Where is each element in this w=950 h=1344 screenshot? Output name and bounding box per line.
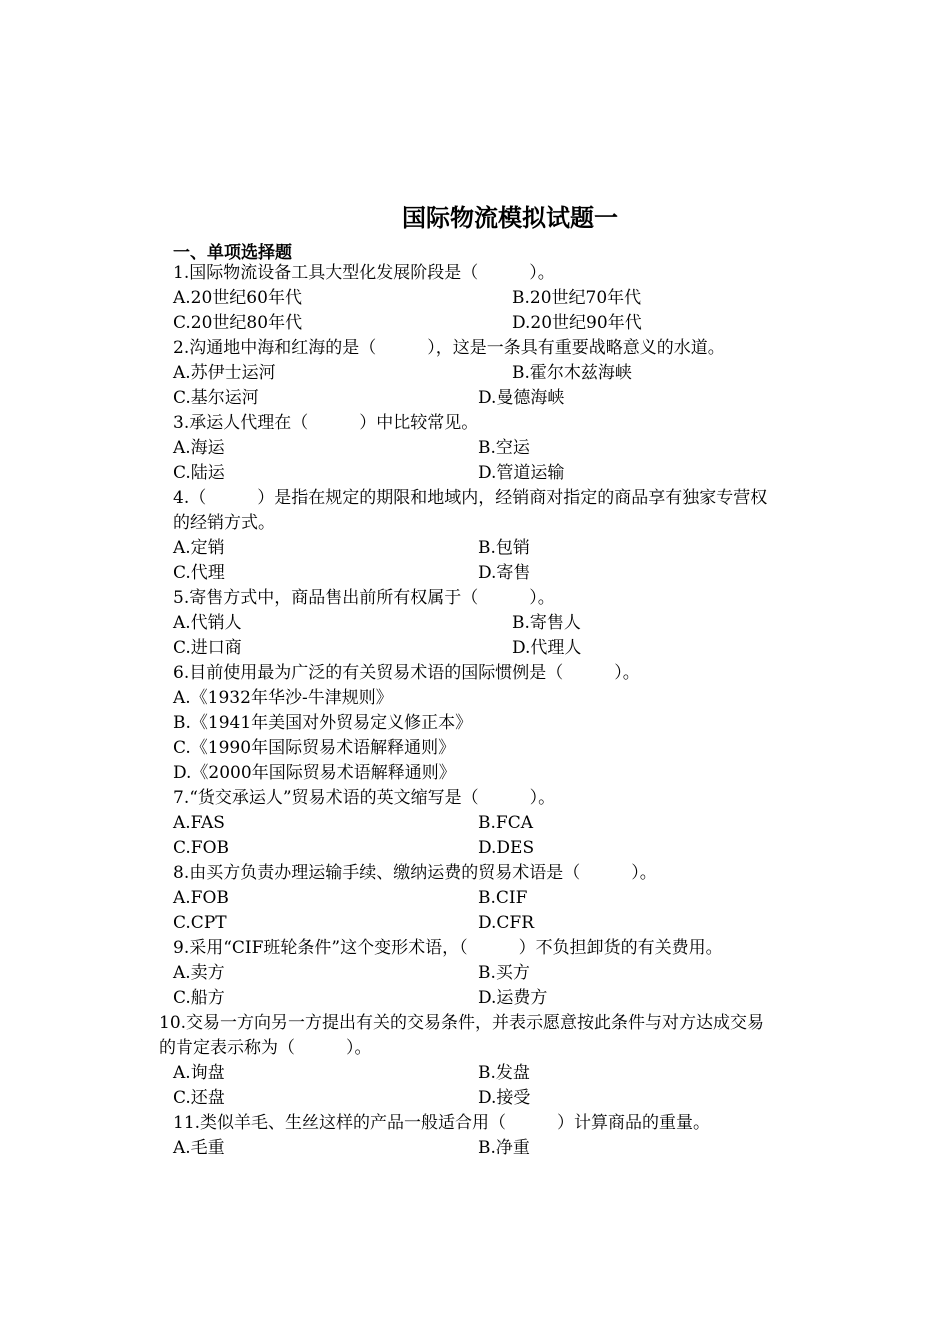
option-text: C.20世纪80年代 xyxy=(173,313,303,333)
option-text: B.FCA xyxy=(478,813,533,833)
question-text: 1.国际物流设备工具大型化发展阶段是（ ）。 xyxy=(173,263,555,283)
option-text: D.DES xyxy=(478,838,535,858)
option-text: A.海运 xyxy=(173,438,225,458)
option-text: D.CFR xyxy=(478,913,535,933)
option-text: B.净重 xyxy=(478,1138,530,1158)
option-text: C.FOB xyxy=(173,838,230,858)
option-text: D.20世纪90年代 xyxy=(512,313,642,333)
question-text: 4.（ ）是指在规定的期限和地域内，经销商对指定的商品享有独家专营权 xyxy=(173,488,768,508)
option-text: B.霍尔木兹海峡 xyxy=(512,363,632,383)
option-text: A.苏伊士运河 xyxy=(173,363,276,383)
option-text: C.CPT xyxy=(173,913,227,933)
option-text: D.寄售 xyxy=(478,563,531,583)
option-text: A.代销人 xyxy=(173,613,242,633)
question-text: 11.类似羊毛、生丝这样的产品一般适合用（ ）计算商品的重量。 xyxy=(173,1113,711,1133)
option-text: B.CIF xyxy=(478,888,528,908)
section-heading: 一、单项选择题 xyxy=(173,243,292,263)
option-text: A.定销 xyxy=(173,538,225,558)
option-text: B.《1941年美国对外贸易定义修正本》 xyxy=(173,713,473,733)
option-text: A.卖方 xyxy=(173,963,225,983)
question-text: 3.承运人代理在（ ）中比较常见。 xyxy=(173,413,479,433)
question-text: 的肯定表示称为（ ）。 xyxy=(159,1038,372,1058)
question-text: 7.“货交承运人”贸易术语的英文缩写是（ ）。 xyxy=(173,788,556,808)
option-text: C.陆运 xyxy=(173,463,225,483)
question-text: 10.交易一方向另一方提出有关的交易条件，并表示愿意按此条件与对方达成交易 xyxy=(159,1013,765,1033)
option-text: D.曼德海峡 xyxy=(478,388,565,408)
option-text: D.管道运输 xyxy=(478,463,565,483)
question-text: 5.寄售方式中，商品售出前所有权属于（ ）。 xyxy=(173,588,555,608)
option-text: D.《2000年国际贸易术语解释通则》 xyxy=(173,763,456,783)
option-text: B.包销 xyxy=(478,538,530,558)
option-text: C.代理 xyxy=(173,563,225,583)
option-text: A.毛重 xyxy=(173,1138,225,1158)
option-text: B.20世纪70年代 xyxy=(512,288,642,308)
option-text: C.进口商 xyxy=(173,638,242,658)
option-text: A.《1932年华沙-牛津规则》 xyxy=(173,688,393,708)
option-text: A.FOB xyxy=(173,888,229,908)
option-text: D.接受 xyxy=(478,1088,531,1108)
option-text: D.代理人 xyxy=(512,638,582,658)
option-text: C.船方 xyxy=(173,988,225,1008)
option-text: B.发盘 xyxy=(478,1063,530,1083)
option-text: C.还盘 xyxy=(173,1088,225,1108)
option-text: C.基尔运河 xyxy=(173,388,259,408)
question-text: 6.目前使用最为广泛的有关贸易术语的国际惯例是（ ）。 xyxy=(173,663,640,683)
question-text: 9.采用“CIF班轮条件”这个变形术语，（ ）不负担卸货的有关费用。 xyxy=(173,938,723,958)
option-text: A.20世纪60年代 xyxy=(173,288,302,308)
option-text: A.询盘 xyxy=(173,1063,225,1083)
option-text: B.买方 xyxy=(478,963,530,983)
option-text: D.运费方 xyxy=(478,988,548,1008)
page-title: 国际物流模拟试题一 xyxy=(402,203,618,232)
option-text: B.空运 xyxy=(478,438,530,458)
question-text: 的经销方式。 xyxy=(173,513,275,533)
option-text: C.《1990年国际贸易术语解释通则》 xyxy=(173,738,456,758)
question-text: 8.由买方负责办理运输手续、缴纳运费的贸易术语是（ ）。 xyxy=(173,863,657,883)
question-text: 2.沟通地中海和红海的是（ ），这是一条具有重要战略意义的水道。 xyxy=(173,338,725,358)
option-text: B.寄售人 xyxy=(512,613,581,633)
option-text: A.FAS xyxy=(173,813,225,833)
